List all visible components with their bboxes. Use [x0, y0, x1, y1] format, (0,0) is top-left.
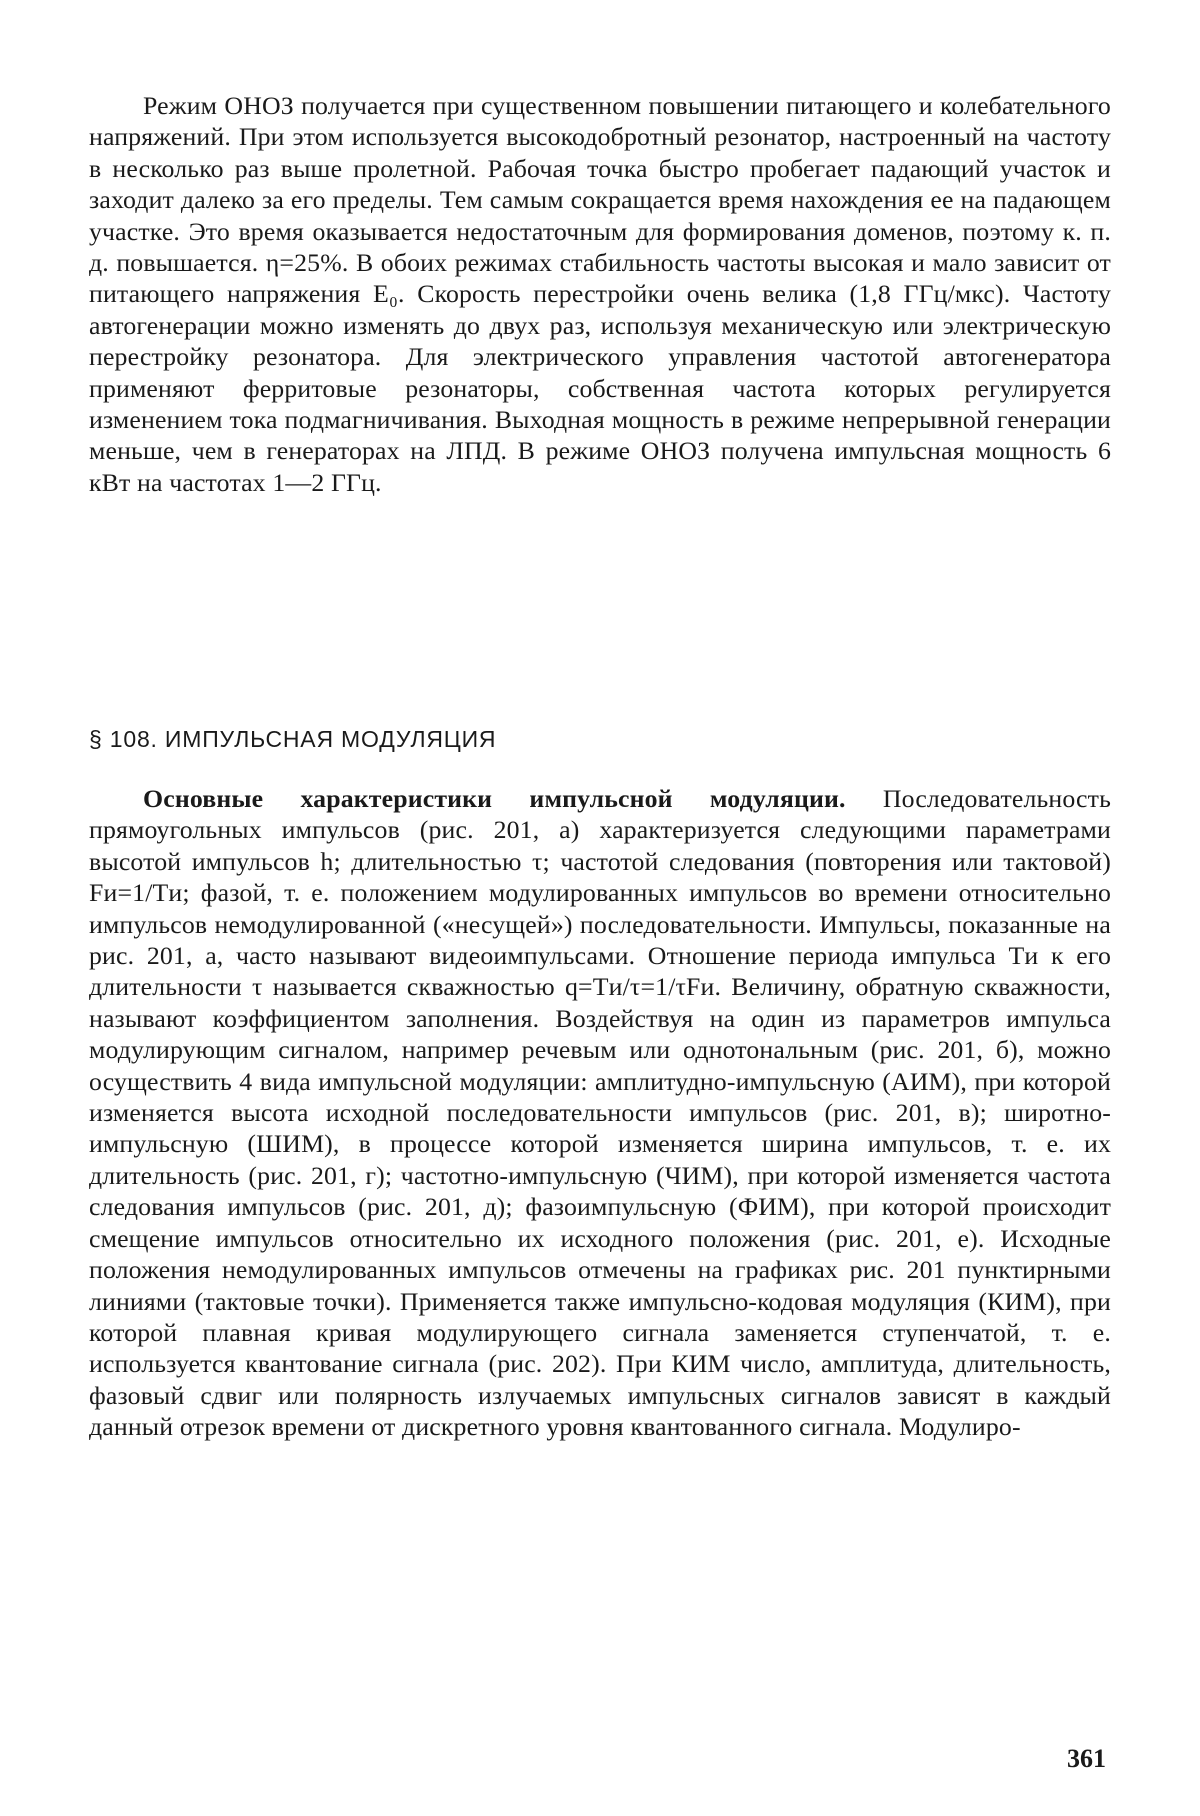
paragraph-text	[89, 783, 1111, 1443]
paragraph-text: Режим ОНОЗ получается при существенном повышении питающего и колебательного напряжений. При этом используется высокодобротный резонатор, настроенный на частоту в несколько раз выше пролетной. Рабочая точка быстро пробегает падающий участок и заходит далеко за его пределы. Тем самым сокращается время нахождения ее на падающем участке. Это время оказывается недостаточным для формирования доменов, поэтому к. п. д. повышается. η=25%. В обоих режимах стабильность частоты высокая и мало зависит от питающего напряжения E₀. Скорость перестройки очень велика (1,8 ГГц/мкс). Частоту автогенерации можно изменять до двух раз, используя механическую или электрическую перестройку резонатора. Для электрического управления частотой автогенератора применяют ферритовые резонаторы, собственная частота которых регулируется изменением тока подмагничивания. Выходная мощность в режиме непрерывной генерации меньше, чем в генераторах на ЛПД. В режиме ОНОЗ получена импульсная мощность 6 кВт на частотах 1—2 ГГц.	[89, 91, 1111, 497]
paragraph-onoz-mode	[89, 90, 1111, 498]
paragraph-lead-in: Основные характеристики импульсной модуляции.	[143, 784, 846, 813]
section-heading: § 108. ИМПУЛЬСНАЯ МОДУЛЯЦИЯ	[89, 726, 497, 752]
page-number: 361	[1067, 1744, 1106, 1773]
paragraph-body: Последовательность прямоугольных импульсов (рис. 201, а) характеризуется следующими параметрами высотой импульсов h; длительностью τ; частотой следования (повторения или тактовой) Fи=1/Tи; фазой, т. е. положением модулированных импульсов во времени относительно импульсов немодулированной («несущей») последовательности. Импульсы, показанные на рис. 201, а, часто называют видеоимпульсами. Отношение периода импульса Tи к его длительности τ называется скважностью q=Tи/τ=1/τFи. Величину, обратную скважности, называют коэффициентом заполнения. Воздействуя на один из параметров импульса модулирующим сигналом, например речевым или однотональным (рис. 201, б), можно осуществить 4 вида импульсной модуляции: амплитудно-импульсную (АИМ), при которой изменяется высота исходной последовательности импульсов (рис. 201, в); широтно-импульсную (ШИМ), в процессе которой изменяется ширина импульсов, т. е. их длительность (рис. 201, г); частотно-импульсную (ЧИМ), при которой изменяется частота следования импульсов (рис. 201, д); фазоимпульсную (ФИМ), при которой происходит смещение импульсов относительно их исходного положения (рис. 201, е). Исходные положения немодулированных импульсов отмечены на графиках рис. 201 пунктирными линиями (тактовые точки). Применяется также импульсно-кодовая модуляция (КИМ), при которой плавная кривая модулирующего сигнала заменяется ступенчатой, т. е. используется квантование сигнала (рис. 202). При КИМ число, амплитуда, длительность, фазовый сдвиг или полярность излучаемых импульсных сигналов зависят в каждый данный отрезок времени от дискретного уровня квантованного сигнала. Модулиро-	[89, 784, 1111, 1442]
paragraph-pulse-modulation	[89, 783, 1111, 1443]
